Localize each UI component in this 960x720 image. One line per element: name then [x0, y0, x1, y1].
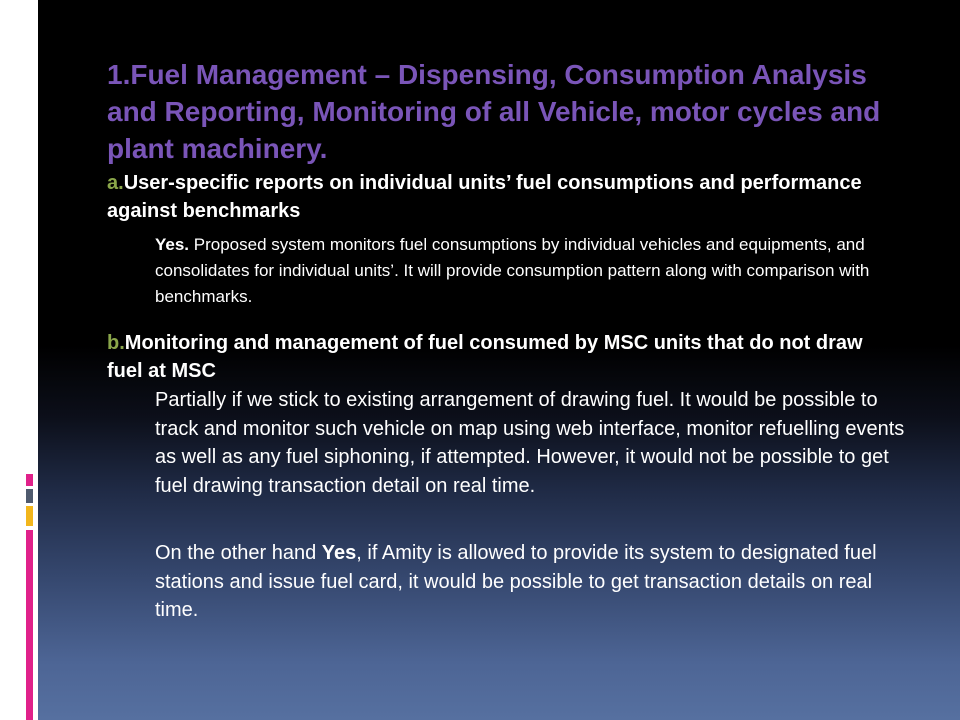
- section-b-answer-2: [155, 539, 915, 625]
- section-b-heading-text: Monitoring and management of fuel consumed by MSC units that do not draw fuel at MSC: [107, 332, 863, 382]
- section-a-answer-lead: Yes.: [155, 235, 190, 254]
- section-b-marker: b.: [107, 332, 125, 354]
- section-b-answer-2-text: , if Amity is allowed to provide its system to designated fuel stations and issue fuel card, it would be possible to get transaction details on real time.: [155, 542, 877, 621]
- section-a-answer: [155, 232, 915, 310]
- section-b-answer-2-pre: On the other hand: [155, 542, 322, 564]
- section-b-answer: Partially if we stick to existing arrangement of drawing fuel. It would be possible to track and monitor such vehicle on map using web interface, monitor refuelling events as well as any fuel siphoning, if attempted. However, it would not be possible to get fuel drawing transaction detail on real time.: [155, 389, 905, 497]
- slide-title: 1.Fuel Management – Dispensing, Consumption Analysis and Reporting, Monitoring of all Vehicle, motor cycles and plant machinery.: [107, 59, 881, 164]
- section-b-heading: [107, 329, 897, 385]
- section-a-answer-text: Proposed system monitors fuel consumptions by individual vehicles and equipments, and consolidates for individual units’. It will provide consumption pattern along with comparison with benchmarks.: [155, 235, 870, 306]
- section-b-answer-2-lead: Yes: [321, 542, 357, 564]
- section-a-heading-text: User-specific reports on individual units’ fuel consumptions and performance against benchmarks: [107, 172, 862, 222]
- section-a-heading: [107, 169, 897, 225]
- section-a-marker: a.: [107, 172, 124, 194]
